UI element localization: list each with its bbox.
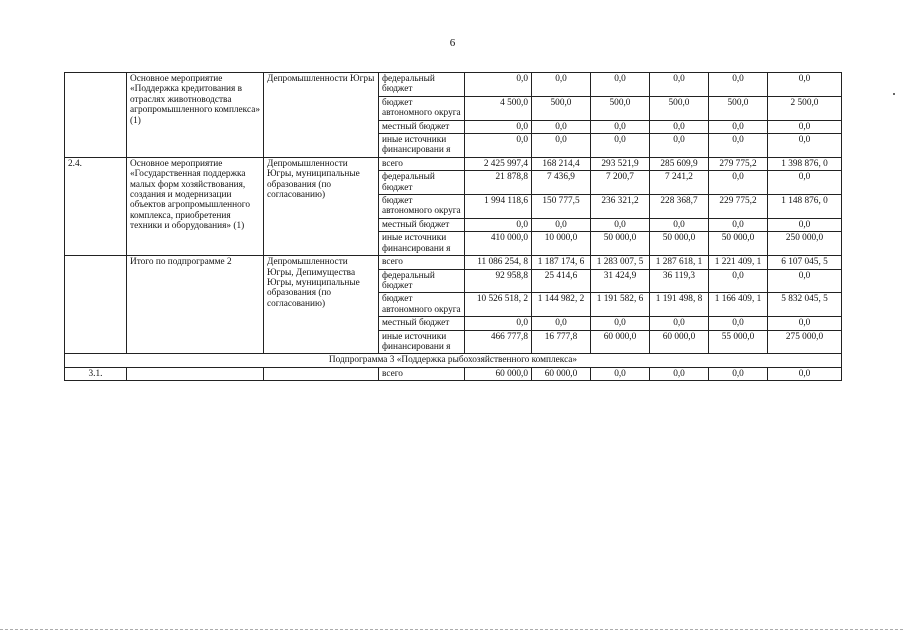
funding-source-cell: всего [379,157,465,170]
item-number-cell [65,256,127,354]
amount-cell: 275 000,0 [768,330,842,354]
funding-source-cell: местный бюджет [379,317,465,330]
item-name-cell: Итого по подпрограмме 2 [127,256,264,354]
amount-cell: 2 425 997,4 [465,157,532,170]
amount-cell: 236 321,2 [591,195,650,219]
amount-cell: 0,0 [650,218,709,231]
amount-cell: 2 500,0 [768,96,842,120]
amount-cell: 0,0 [709,269,768,293]
item-name-cell: Основное мероприятие «Государственная поддержка малых форм хозяйствования, создания и модернизации объектов агропромышленного комплекса, приобретения техники и оборудования» (1) [127,157,264,255]
amount-cell: 168 214,4 [532,157,591,170]
amount-cell: 60 000,0 [465,367,532,380]
amount-cell: 0,0 [709,317,768,330]
amount-cell: 60 000,0 [591,330,650,354]
responsible-cell: Депромышленности Югры, муниципальные образования (по согласованию) [264,157,379,255]
funding-source-cell: иные источники финансировани я [379,232,465,256]
amount-cell: 0,0 [465,218,532,231]
amount-cell: 1 221 409, 1 [709,256,768,269]
amount-cell: 0,0 [532,317,591,330]
amount-cell: 500,0 [532,96,591,120]
section-title: Подпрограмма 3 «Поддержка рыбохозяйственного комплекса» [65,354,842,367]
amount-cell: 0,0 [532,120,591,133]
funding-source-cell: бюджет автономного округа [379,293,465,317]
amount-cell: 0,0 [650,317,709,330]
funding-source-cell: местный бюджет [379,218,465,231]
item-name-cell: Основное мероприятие «Поддержка кредитования в отраслях животноводства агропромышленного комплекса» (1) [127,73,264,158]
amount-cell: 25 414,6 [532,269,591,293]
funding-source-cell: федеральный бюджет [379,171,465,195]
amount-cell: 279 775,2 [709,157,768,170]
amount-cell: 150 777,5 [532,195,591,219]
funding-source-cell: федеральный бюджет [379,269,465,293]
funding-source-cell: бюджет автономного округа [379,195,465,219]
item-name-cell [127,367,264,380]
amount-cell: 1 283 007, 5 [591,256,650,269]
amount-cell: 0,0 [650,73,709,97]
funding-source-cell: местный бюджет [379,120,465,133]
item-number-cell [65,73,127,158]
amount-cell: 50 000,0 [709,232,768,256]
amount-cell: 0,0 [650,120,709,133]
amount-cell: 0,0 [768,317,842,330]
table-row [65,256,842,269]
amount-cell: 10 000,0 [532,232,591,256]
amount-cell: 500,0 [650,96,709,120]
amount-cell: 50 000,0 [591,232,650,256]
scan-edge-line [0,629,905,630]
amount-cell: 0,0 [709,367,768,380]
amount-cell: 4 500,0 [465,96,532,120]
funding-source-cell: всего [379,367,465,380]
amount-cell: 1 187 174, 6 [532,256,591,269]
responsible-cell: Депромышленности Югры, Депимущества Югры, муниципальные образования (по согласованию) [264,256,379,354]
amount-cell: 0,0 [650,134,709,158]
amount-cell: 1 166 409, 1 [709,293,768,317]
section-title-row [65,354,842,367]
amount-cell: 0,0 [591,120,650,133]
amount-cell: 0,0 [768,218,842,231]
amount-cell: 293 521,9 [591,157,650,170]
table-row [65,73,842,97]
budget-table-body [65,73,842,381]
amount-cell: 5 832 045, 5 [768,293,842,317]
amount-cell: 60 000,0 [650,330,709,354]
amount-cell: 410 000,0 [465,232,532,256]
amount-cell: 11 086 254, 8 [465,256,532,269]
amount-cell: 1 191 582, 6 [591,293,650,317]
amount-cell: 60 000,0 [532,367,591,380]
amount-cell: 0,0 [768,171,842,195]
amount-cell: 0,0 [650,367,709,380]
amount-cell: 1 191 498, 8 [650,293,709,317]
amount-cell: 0,0 [532,134,591,158]
amount-cell: 0,0 [709,218,768,231]
budget-table [64,72,842,381]
amount-cell: 50 000,0 [650,232,709,256]
amount-cell: 36 119,3 [650,269,709,293]
page-number: 6 [449,37,456,49]
amount-cell: 0,0 [768,269,842,293]
item-number-cell: 2.4. [65,157,127,255]
responsible-cell [264,367,379,380]
amount-cell: 1 994 118,6 [465,195,532,219]
amount-cell: 0,0 [709,120,768,133]
amount-cell: 7 436,9 [532,171,591,195]
amount-cell: 250 000,0 [768,232,842,256]
amount-cell: 0,0 [709,171,768,195]
amount-cell: 0,0 [591,134,650,158]
amount-cell: 6 107 045, 5 [768,256,842,269]
amount-cell: 0,0 [465,134,532,158]
amount-cell: 0,0 [465,73,532,97]
funding-source-cell: бюджет автономного округа [379,96,465,120]
table-row [65,157,842,170]
amount-cell: 1 148 876, 0 [768,195,842,219]
amount-cell: 1 287 618, 1 [650,256,709,269]
amount-cell: 31 424,9 [591,269,650,293]
amount-cell: 500,0 [591,96,650,120]
funding-source-cell: всего [379,256,465,269]
item-number-cell: 3.1. [65,367,127,380]
amount-cell: 92 958,8 [465,269,532,293]
amount-cell: 466 777,8 [465,330,532,354]
amount-cell: 0,0 [591,317,650,330]
amount-cell: 7 200,7 [591,171,650,195]
amount-cell: 7 241,2 [650,171,709,195]
scan-speck [893,93,895,95]
funding-source-cell: федеральный бюджет [379,73,465,97]
amount-cell: 0,0 [591,218,650,231]
amount-cell: 0,0 [768,367,842,380]
amount-cell: 21 878,8 [465,171,532,195]
amount-cell: 0,0 [709,73,768,97]
amount-cell: 0,0 [768,120,842,133]
amount-cell: 285 609,9 [650,157,709,170]
amount-cell: 0,0 [532,218,591,231]
amount-cell: 0,0 [532,73,591,97]
amount-cell: 0,0 [768,73,842,97]
funding-source-cell: иные источники финансировани я [379,330,465,354]
amount-cell: 16 777,8 [532,330,591,354]
amount-cell: 0,0 [709,134,768,158]
amount-cell: 0,0 [591,73,650,97]
amount-cell: 1 398 876, 0 [768,157,842,170]
responsible-cell: Депромышленности Югры [264,73,379,158]
amount-cell: 0,0 [768,134,842,158]
amount-cell: 500,0 [709,96,768,120]
amount-cell: 10 526 518, 2 [465,293,532,317]
table-row [65,367,842,380]
amount-cell: 229 775,2 [709,195,768,219]
amount-cell: 1 144 982, 2 [532,293,591,317]
amount-cell: 0,0 [465,120,532,133]
amount-cell: 228 368,7 [650,195,709,219]
amount-cell: 55 000,0 [709,330,768,354]
amount-cell: 0,0 [591,367,650,380]
funding-source-cell: иные источники финансировани я [379,134,465,158]
amount-cell: 0,0 [465,317,532,330]
